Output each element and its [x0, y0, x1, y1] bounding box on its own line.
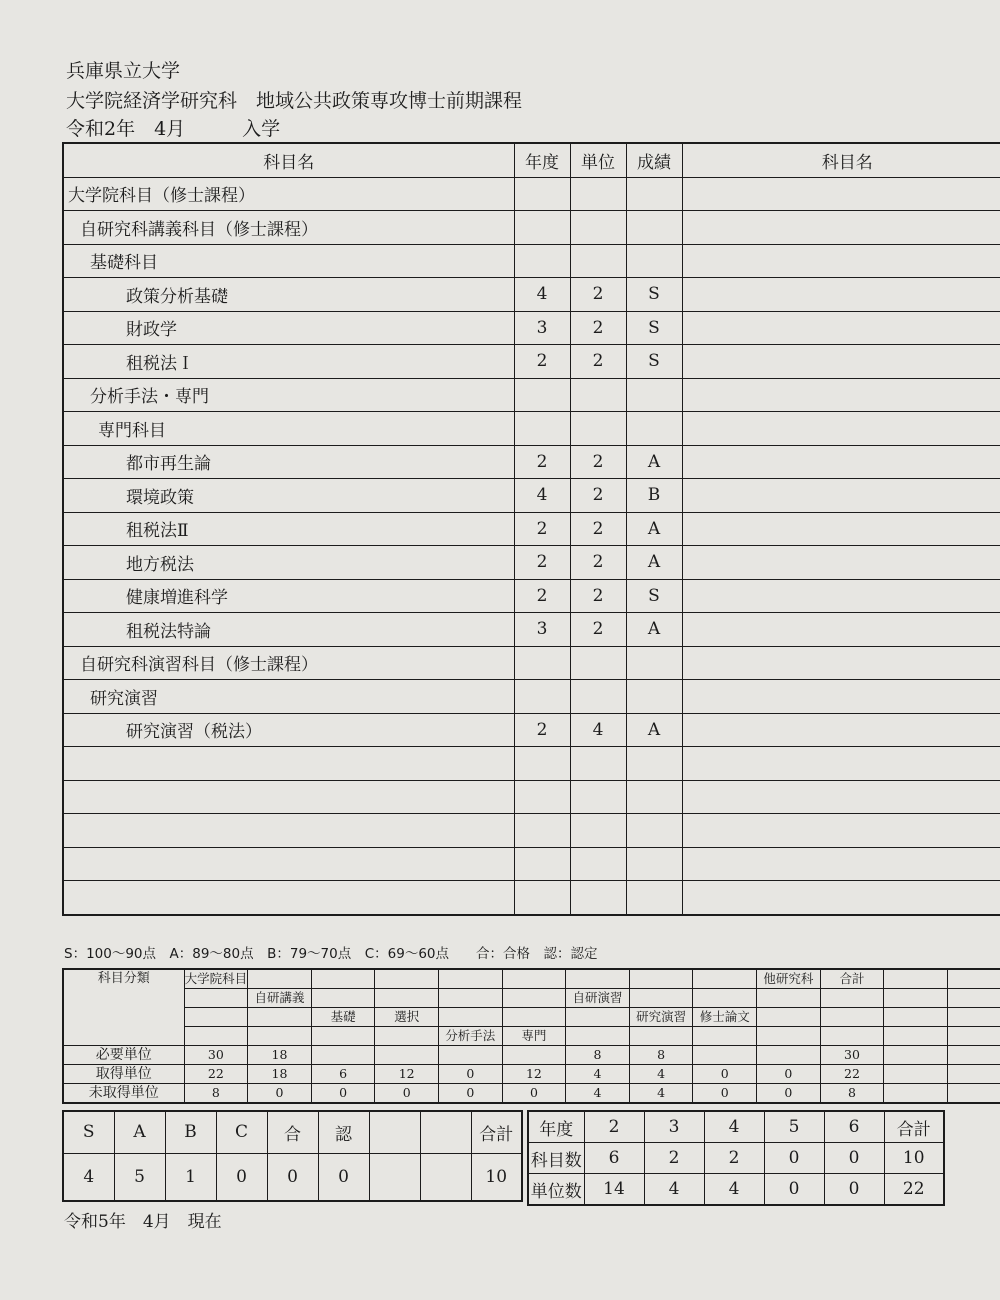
subject-name: 地方税法	[63, 546, 514, 580]
subjects-label: 科目数	[528, 1143, 584, 1174]
summary-row-label: 必要単位	[63, 1046, 184, 1065]
grade-header: C	[216, 1111, 267, 1153]
year-total-label: 合計	[884, 1111, 944, 1143]
subject-year: 4	[514, 278, 570, 312]
summary-row	[63, 1046, 1000, 1065]
subject-credits	[570, 881, 626, 915]
sum-h-seminar: 自研演習	[566, 989, 630, 1008]
subject-year	[514, 244, 570, 278]
summary-row	[63, 1084, 1000, 1104]
sum-h-graduate: 大学院科目	[184, 969, 248, 989]
summary-value: 6	[311, 1065, 375, 1084]
category-label: 科目分類	[63, 969, 184, 1046]
table-row	[63, 881, 1000, 915]
summary-value: 8	[566, 1046, 630, 1065]
credits-label: 単位数	[528, 1174, 584, 1206]
subject-right-cell	[682, 780, 1000, 814]
summary-value: 18	[248, 1065, 312, 1084]
col-subject: 科目名	[63, 143, 514, 177]
subject-credits: 2	[570, 512, 626, 546]
grade-header	[369, 1111, 420, 1153]
subject-grade	[626, 747, 682, 781]
grade-count: 0	[267, 1153, 318, 1201]
subjects-count: 10	[884, 1143, 944, 1174]
credits-count: 0	[764, 1174, 824, 1206]
col-subject-right: 科目名	[682, 143, 1000, 177]
table-row	[63, 378, 1000, 412]
grade-count: 0	[216, 1153, 267, 1201]
grade-header: A	[114, 1111, 165, 1153]
subject-grade	[626, 244, 682, 278]
subjects-count: 0	[764, 1143, 824, 1174]
summary-value: 18	[248, 1046, 312, 1065]
summary-value: 8	[820, 1084, 884, 1104]
subject-year: 2	[514, 445, 570, 479]
subject-grade	[626, 378, 682, 412]
table-row	[63, 780, 1000, 814]
subject-credits: 2	[570, 479, 626, 513]
subject-year	[514, 680, 570, 714]
credits-count: 0	[824, 1174, 884, 1206]
subject-year: 3	[514, 311, 570, 345]
subject-year: 2	[514, 546, 570, 580]
table-row	[63, 646, 1000, 680]
subjects-row	[528, 1143, 944, 1174]
subject-year	[514, 646, 570, 680]
grade-header: 合計	[471, 1111, 522, 1153]
subject-name	[63, 881, 514, 915]
subject-credits	[570, 814, 626, 848]
credits-count: 4	[644, 1174, 704, 1206]
subjects-count: 0	[824, 1143, 884, 1174]
subject-grade: A	[626, 512, 682, 546]
grade-legend: S：100～90点 A：89～80点 B：79～70点 C：69～60点 合：合格 認：認定	[64, 946, 598, 962]
subject-name: 研究演習（税法）	[63, 713, 514, 747]
summary-value	[311, 1046, 375, 1065]
col-grade: 成績	[626, 143, 682, 177]
subjects-count: 6	[584, 1143, 644, 1174]
subject-credits	[570, 780, 626, 814]
subject-credits: 2	[570, 613, 626, 647]
summary-value: 22	[184, 1065, 248, 1084]
subject-name: 都市再生論	[63, 445, 514, 479]
grade-header: B	[165, 1111, 216, 1153]
sum-h-other: 他研究科	[757, 969, 821, 989]
subject-year	[514, 747, 570, 781]
subject-name: 租税法Ⅱ	[63, 512, 514, 546]
subject-name	[63, 847, 514, 881]
subject-right-cell	[682, 881, 1000, 915]
grade-header: 合	[267, 1111, 318, 1153]
summary-value	[502, 1046, 566, 1065]
summary-value: 8	[184, 1084, 248, 1104]
year-value: 4	[704, 1111, 764, 1143]
subject-name	[63, 814, 514, 848]
summary-value: 4	[629, 1084, 693, 1104]
credits-count: 14	[584, 1174, 644, 1206]
subject-name	[63, 747, 514, 781]
summary-value	[375, 1046, 439, 1065]
grade-count: 4	[63, 1153, 114, 1201]
yearly-table	[527, 1110, 945, 1206]
subject-name: 研究演習	[63, 680, 514, 714]
summary-value	[757, 1046, 821, 1065]
subject-year	[514, 378, 570, 412]
grade-count: 1	[165, 1153, 216, 1201]
grade-header: S	[63, 1111, 114, 1153]
credit-summary-table	[62, 968, 1000, 1104]
table-row	[63, 445, 1000, 479]
summary-value: 8	[629, 1046, 693, 1065]
year-value: 5	[764, 1111, 824, 1143]
year-label: 年度	[528, 1111, 584, 1143]
grade-count	[369, 1153, 420, 1201]
subject-credits	[570, 244, 626, 278]
table-row	[63, 713, 1000, 747]
sum-h-elective: 選択	[375, 1008, 439, 1027]
summary-value: 0	[439, 1065, 503, 1084]
col-year: 年度	[514, 143, 570, 177]
sum-h-thesis: 修士論文	[693, 1008, 757, 1027]
summary-value: 12	[375, 1065, 439, 1084]
subject-right-cell	[682, 378, 1000, 412]
summary-value: 30	[820, 1046, 884, 1065]
sum-h-specialty: 専門	[502, 1027, 566, 1046]
year-value: 3	[644, 1111, 704, 1143]
subject-credits: 2	[570, 579, 626, 613]
subject-year: 2	[514, 713, 570, 747]
subject-grade	[626, 780, 682, 814]
subject-year: 2	[514, 579, 570, 613]
subject-right-cell	[682, 747, 1000, 781]
subject-grade	[626, 680, 682, 714]
sum-h-basic: 基礎	[311, 1008, 375, 1027]
subject-grade: A	[626, 445, 682, 479]
summary-value	[439, 1046, 503, 1065]
subject-grade: A	[626, 546, 682, 580]
sum-h-research-seminar: 研究演習	[629, 1008, 693, 1027]
subject-name: 大学院科目（修士課程）	[63, 177, 514, 211]
summary-row	[63, 1065, 1000, 1084]
subject-year: 2	[514, 345, 570, 379]
summary-value: 12	[502, 1065, 566, 1084]
subject-year: 4	[514, 479, 570, 513]
enrollment-date: 令和2年 4月 入学	[66, 118, 281, 140]
subject-year	[514, 211, 570, 245]
subject-name: 専門科目	[63, 412, 514, 446]
subject-credits: 2	[570, 345, 626, 379]
subject-year	[514, 847, 570, 881]
summary-value: 22	[820, 1065, 884, 1084]
table-row	[63, 311, 1000, 345]
subject-year	[514, 780, 570, 814]
table-row	[63, 345, 1000, 379]
subject-name	[63, 780, 514, 814]
program-name: 大学院経済学研究科 地域公共政策専攻博士前期課程	[66, 90, 523, 112]
subject-name: 財政学	[63, 311, 514, 345]
summary-value: 0	[311, 1084, 375, 1104]
subject-right-cell	[682, 211, 1000, 245]
summary-value: 4	[629, 1065, 693, 1084]
subject-credits: 2	[570, 278, 626, 312]
grade-header	[420, 1111, 471, 1153]
subject-grade: S	[626, 311, 682, 345]
subject-name: 自研究科講義科目（修士課程）	[63, 211, 514, 245]
transcript-table	[62, 142, 1000, 916]
table-row	[63, 579, 1000, 613]
subject-right-cell	[682, 244, 1000, 278]
subject-credits	[570, 412, 626, 446]
subject-right-cell	[682, 680, 1000, 714]
subject-year: 3	[514, 613, 570, 647]
subject-name: 政策分析基礎	[63, 278, 514, 312]
subject-right-cell	[682, 412, 1000, 446]
subject-name: 租税法Ｉ	[63, 345, 514, 379]
subject-right-cell	[682, 177, 1000, 211]
table-row	[63, 244, 1000, 278]
subject-right-cell	[682, 579, 1000, 613]
summary-row-label: 未取得単位	[63, 1084, 184, 1104]
table-row	[63, 680, 1000, 714]
subject-name: 環境政策	[63, 479, 514, 513]
subject-grade	[626, 177, 682, 211]
summary-value: 0	[439, 1084, 503, 1104]
subject-credits	[570, 378, 626, 412]
subject-right-cell	[682, 814, 1000, 848]
table-row	[63, 747, 1000, 781]
summary-value: 0	[757, 1065, 821, 1084]
sum-h-analysis: 分析手法	[439, 1027, 503, 1046]
subject-right-cell	[682, 278, 1000, 312]
subject-grade	[626, 646, 682, 680]
table-row	[63, 814, 1000, 848]
subject-credits	[570, 177, 626, 211]
subject-credits	[570, 747, 626, 781]
table-row	[63, 177, 1000, 211]
subject-year: 2	[514, 512, 570, 546]
subject-grade: B	[626, 479, 682, 513]
subject-name: 健康増進科学	[63, 579, 514, 613]
summary-value: 0	[757, 1084, 821, 1104]
subject-year	[514, 412, 570, 446]
grade-count	[420, 1153, 471, 1201]
university-name: 兵庫県立大学	[66, 60, 181, 82]
subject-name: 分析手法・専門	[63, 378, 514, 412]
subject-year	[514, 814, 570, 848]
subject-credits	[570, 847, 626, 881]
table-row	[63, 613, 1000, 647]
subject-right-cell	[682, 445, 1000, 479]
table-row	[63, 211, 1000, 245]
subject-grade	[626, 881, 682, 915]
subject-credits: 4	[570, 713, 626, 747]
table-row	[63, 512, 1000, 546]
subject-grade	[626, 211, 682, 245]
year-value: 2	[584, 1111, 644, 1143]
credits-count: 22	[884, 1174, 944, 1206]
subject-right-cell	[682, 512, 1000, 546]
subject-credits	[570, 646, 626, 680]
subject-grade: A	[626, 713, 682, 747]
subject-right-cell	[682, 479, 1000, 513]
grade-header: 認	[318, 1111, 369, 1153]
subject-name: 租税法特論	[63, 613, 514, 647]
credits-count: 4	[704, 1174, 764, 1206]
subject-credits: 2	[570, 546, 626, 580]
summary-value: 4	[566, 1065, 630, 1084]
subjects-count: 2	[644, 1143, 704, 1174]
col-credits: 単位	[570, 143, 626, 177]
subject-credits	[570, 680, 626, 714]
summary-value	[693, 1046, 757, 1065]
subject-right-cell	[682, 713, 1000, 747]
subject-credits	[570, 211, 626, 245]
summary-value: 0	[248, 1084, 312, 1104]
subject-right-cell	[682, 646, 1000, 680]
subject-grade: S	[626, 579, 682, 613]
summary-value: 4	[566, 1084, 630, 1104]
table-row	[63, 847, 1000, 881]
subject-right-cell	[682, 847, 1000, 881]
table-row	[63, 546, 1000, 580]
table-row	[63, 412, 1000, 446]
subject-grade: S	[626, 345, 682, 379]
grade-count: 0	[318, 1153, 369, 1201]
grade-count-table	[62, 1110, 523, 1202]
table-row	[63, 479, 1000, 513]
summary-value: 30	[184, 1046, 248, 1065]
summary-value: 0	[693, 1065, 757, 1084]
credits-row	[528, 1174, 944, 1206]
table-row	[63, 278, 1000, 312]
subject-right-cell	[682, 613, 1000, 647]
year-header-row	[528, 1111, 944, 1143]
subjects-count: 2	[704, 1143, 764, 1174]
subject-grade	[626, 814, 682, 848]
subject-right-cell	[682, 311, 1000, 345]
summary-value: 0	[693, 1084, 757, 1104]
grade-count: 5	[114, 1153, 165, 1201]
subject-year	[514, 881, 570, 915]
subject-grade: S	[626, 278, 682, 312]
sum-h-total: 合計	[820, 969, 884, 989]
sum-h-lecture: 自研講義	[248, 989, 312, 1008]
subject-name: 基礎科目	[63, 244, 514, 278]
grade-count: 10	[471, 1153, 522, 1201]
as-of-date: 令和5年 4月 現在	[64, 1212, 222, 1232]
subject-name: 自研究科演習科目（修士課程）	[63, 646, 514, 680]
year-value: 6	[824, 1111, 884, 1143]
subject-credits: 2	[570, 311, 626, 345]
summary-value: 0	[502, 1084, 566, 1104]
transcript-header-row	[63, 143, 1000, 177]
summary-row-label: 取得単位	[63, 1065, 184, 1084]
summary-value: 0	[375, 1084, 439, 1104]
subject-grade: A	[626, 613, 682, 647]
subject-credits: 2	[570, 445, 626, 479]
subject-year	[514, 177, 570, 211]
subject-grade	[626, 412, 682, 446]
subject-right-cell	[682, 345, 1000, 379]
subject-grade	[626, 847, 682, 881]
subject-right-cell	[682, 546, 1000, 580]
